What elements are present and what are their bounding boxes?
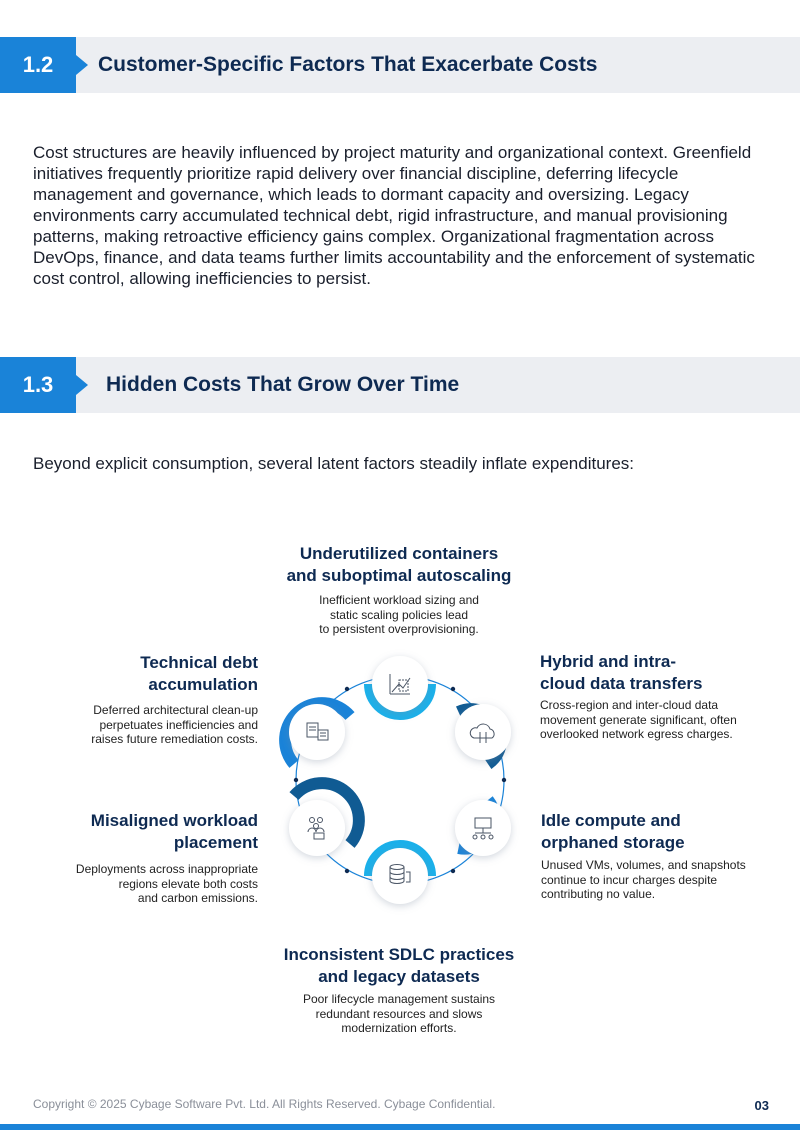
hidden-costs-cycle-diagram [260,640,540,920]
section-header-1-3 [0,357,800,413]
node-bottom [370,846,430,904]
section-number: 1.3 [0,357,76,413]
factor-title-bottom: Inconsistent SDLC practices and legacy datasets [283,945,515,986]
factor-desc-top: Inefficient workload sizing and static scaling policies lead to persistent overprovisioning. [319,593,479,636]
section-intro: Beyond explicit consumption, several latent factors steadily inflate expenditures: [33,454,634,473]
factor-desc-top-right: Cross-region and inter-cloud data movement generate significant, often overlooked network egress charges. [540,698,737,741]
section-header-1-2 [0,37,800,93]
page-number: 03 [754,1098,769,1113]
section-title: Customer-Specific Factors That Exacerbate Costs [98,53,598,76]
footer-copyright: Copyright © 2025 Cybage Software Pvt. Ltd. All Rights Reserved. Cybage Confidential. [33,1097,496,1111]
factor-title-bottom-right: Idle compute and orphaned storage [541,811,685,852]
factor-desc-bottom-left: Deployments across inappropriate regions elevate both costs and carbon emissions. [75,862,258,905]
section-body-paragraph: Cost structures are heavily influenced by project maturity and organizational context. Greenfield initiatives frequently prioritize rapid delivery over financial discipline, deferring lifecycle management and governance, which leads to dormant capacity and oversizing. Legacy environments carry accumulated technical debt, rigid infrastructure, and manual provisioning patterns, making retroactive efficiency gains complex. Organizational fragmentation across DevOps, finance, and data teams further limits accountability and the enforcement of systematic cost control, allowing inefficiencies to persist. [33,143,755,288]
section-title: Hidden Costs That Grow Over Time [106,373,460,396]
footer-accent-bar [0,1124,800,1130]
factor-title-bottom-left: Misaligned workload placement [90,811,258,852]
node-top-right [455,704,511,764]
factor-title-top: Underutilized containers and suboptimal autoscaling [286,544,512,585]
factor-desc-bottom: Poor lifecycle management sustains redundant resources and slows modernization efforts. [302,992,496,1035]
factor-title-top-right: Hybrid and intra- cloud data transfers [540,652,703,693]
node-bottom-left [289,783,359,856]
factor-title-top-left: Technical debt accumulation [140,653,258,694]
factor-desc-bottom-right: Unused VMs, volumes, and snapshots continue to incur charges despite contributing no value. [541,858,746,901]
node-bottom-right [455,800,511,856]
node-top-left [285,703,350,764]
node-top [370,656,430,714]
section-number: 1.2 [0,37,76,93]
factor-desc-top-left: Deferred architectural clean-up perpetuates inefficiencies and raises future remediation costs. [91,703,258,746]
